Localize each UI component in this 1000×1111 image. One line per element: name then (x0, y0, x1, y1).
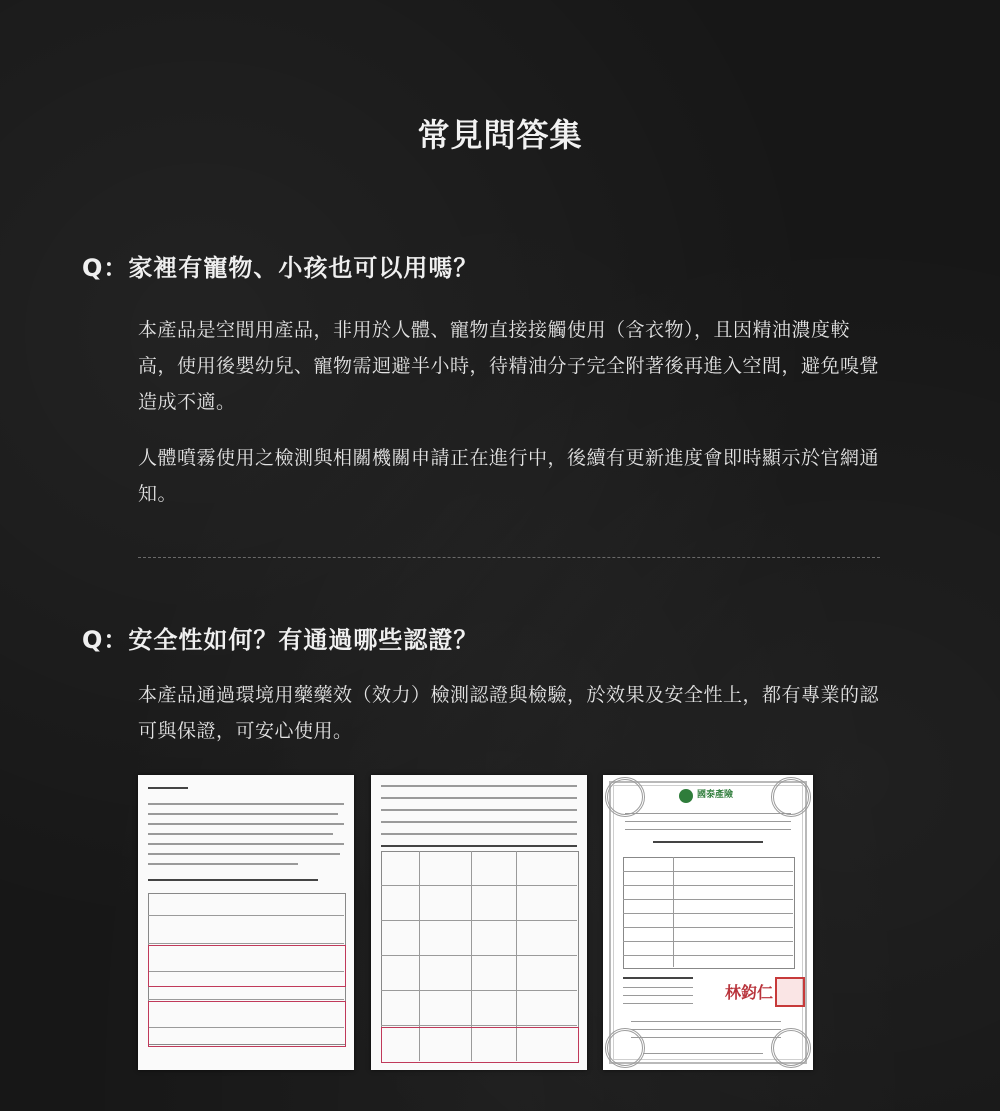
insurance-certificate-image (603, 775, 813, 1070)
faq-question-1: Q：家裡有寵物、小孩也可以用嗎？ (82, 254, 479, 282)
faq-answer-1-paragraph-2: 人體噴霧使用之檢測與相關機關申請正在進行中，後續有更新進度會即時顯示於官網通知。 (138, 447, 880, 505)
test-report-image-1 (138, 775, 354, 1070)
faq-answer-2-paragraph-1: 本產品通過環境用藥藥效（效力）檢測認證與檢驗，於效果及安全性上，都有專業的認可與保證，可安心使用。 (138, 684, 880, 742)
page-title: 常見問答集 (417, 116, 583, 154)
certificate-logo-text: 國泰產險 (697, 790, 734, 800)
faq-answer-1-paragraph-1: 本產品是空間用產品，非用於人體、寵物直接接觸使用（含衣物），且因精油濃度較高，使用後嬰幼兒、寵物需迴避半小時，待精油分子完全附著後再進入空間，避免嗅覺造成不適。 (138, 319, 880, 413)
section-divider (138, 557, 880, 558)
signature-text: 林鈞仁 (725, 983, 774, 1002)
red-seal-icon (775, 977, 805, 1007)
test-report-image-2 (371, 775, 587, 1070)
faq-question-2: Q：安全性如何？有通過哪些認證？ (82, 626, 479, 654)
tree-logo-icon (679, 789, 693, 803)
